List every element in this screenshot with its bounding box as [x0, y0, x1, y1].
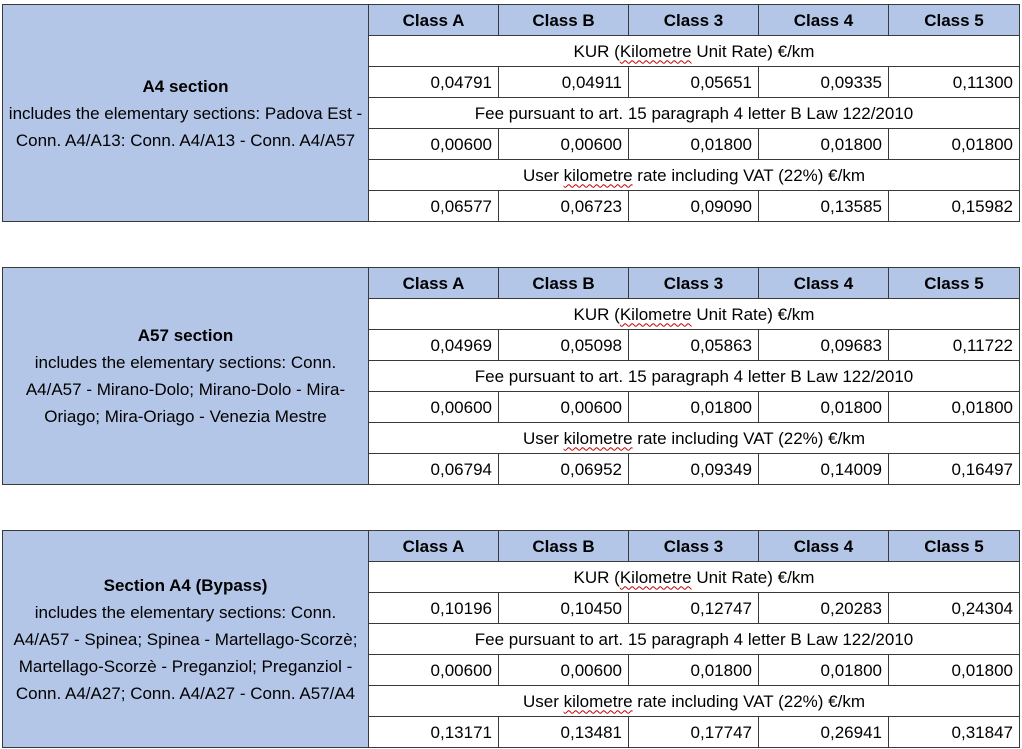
- header-row: [3, 5, 1020, 36]
- value-cell: 0,15982: [889, 191, 1020, 222]
- header-cell: Class 5: [889, 5, 1020, 36]
- value-cell: 0,01800: [629, 392, 759, 423]
- header-cell: Class A: [369, 531, 499, 562]
- value-cell: 0,00600: [499, 129, 629, 160]
- header-row: [3, 531, 1020, 562]
- value-cell: 0,01800: [759, 392, 889, 423]
- value-cell: 0,01800: [759, 129, 889, 160]
- value-cell: 0,01800: [889, 655, 1020, 686]
- section-description: includes the elementary sections: Padova Est - Conn. A4/A13: Conn. A4/A13 - Conn. A4/A57: [8, 103, 363, 150]
- header-cell: Class 4: [759, 268, 889, 299]
- value-cell: 0,09090: [629, 191, 759, 222]
- header-cell: Class B: [499, 268, 629, 299]
- value-cell: 0,01800: [889, 129, 1020, 160]
- header-cell: Class A: [369, 5, 499, 36]
- value-cell: 0,05863: [629, 330, 759, 361]
- kur-label: KUR (Kilometre Unit Rate) €/km: [369, 36, 1020, 67]
- header-row: [3, 268, 1020, 299]
- section-table-a57: [2, 267, 1020, 485]
- value-cell: 0,12747: [629, 593, 759, 624]
- section-table-a4: [2, 4, 1020, 222]
- value-cell: 0,13171: [369, 717, 499, 748]
- section-table-a4-bypass: [2, 530, 1020, 748]
- value-cell: 0,11300: [889, 67, 1020, 98]
- header-cell: Class 3: [629, 531, 759, 562]
- header-cell: Class 3: [629, 268, 759, 299]
- section-title: A4 section: [142, 76, 229, 96]
- value-cell: 0,10196: [369, 593, 499, 624]
- value-cell: 0,06723: [499, 191, 629, 222]
- header-cell: Class 3: [629, 5, 759, 36]
- header-cell: Class 4: [759, 531, 889, 562]
- value-cell: 0,00600: [369, 392, 499, 423]
- user-rate-label: User kilometre rate including VAT (22%) €/km: [369, 423, 1020, 454]
- value-cell: 0,26941: [759, 717, 889, 748]
- value-cell: 0,14009: [759, 454, 889, 485]
- value-cell: 0,24304: [889, 593, 1020, 624]
- header-cell: Class 5: [889, 531, 1020, 562]
- header-cell: Class 5: [889, 268, 1020, 299]
- user-rate-label: User kilometre rate including VAT (22%) €/km: [369, 686, 1020, 717]
- value-cell: 0,09683: [759, 330, 889, 361]
- value-cell: 0,05098: [499, 330, 629, 361]
- fee-label: Fee pursuant to art. 15 paragraph 4 letter B Law 122/2010: [369, 361, 1020, 392]
- user-rate-label: User kilometre rate including VAT (22%) €/km: [369, 160, 1020, 191]
- value-cell: 0,17747: [629, 717, 759, 748]
- header-cell: Class B: [499, 5, 629, 36]
- header-cell: Class 4: [759, 5, 889, 36]
- value-cell: 0,13585: [759, 191, 889, 222]
- section-label: [3, 531, 369, 748]
- value-cell: 0,01800: [889, 392, 1020, 423]
- value-cell: 0,16497: [889, 454, 1020, 485]
- value-cell: 0,09349: [629, 454, 759, 485]
- kur-label: KUR (Kilometre Unit Rate) €/km: [369, 562, 1020, 593]
- fee-label: Fee pursuant to art. 15 paragraph 4 letter B Law 122/2010: [369, 624, 1020, 655]
- value-cell: 0,09335: [759, 67, 889, 98]
- value-cell: 0,01800: [629, 129, 759, 160]
- value-cell: 0,04969: [369, 330, 499, 361]
- section-description: includes the elementary sections: Conn. A4/A57 - Mirano-Dolo; Mirano-Dolo - Mira-Oriago; Mira-Oriago - Venezia Mestre: [25, 353, 346, 426]
- value-cell: 0,05651: [629, 67, 759, 98]
- section-label: [3, 268, 369, 485]
- value-cell: 0,00600: [369, 129, 499, 160]
- value-cell: 0,01800: [759, 655, 889, 686]
- value-cell: 0,06794: [369, 454, 499, 485]
- header-cell: Class B: [499, 531, 629, 562]
- value-cell: 0,00600: [499, 392, 629, 423]
- section-description: includes the elementary sections: Conn. A4/A57 - Spinea; Spinea - Martellago-Scorzè; Martellago-Scorzè - Preganziol; Preganziol - Conn. A4/A27; Conn. A4/A27 - Conn. A57/A4: [13, 602, 358, 703]
- section-label: [3, 5, 369, 222]
- section-title: Section A4 (Bypass): [103, 575, 268, 595]
- fee-label: Fee pursuant to art. 15 paragraph 4 letter B Law 122/2010: [369, 98, 1020, 129]
- value-cell: 0,06952: [499, 454, 629, 485]
- value-cell: 0,11722: [889, 330, 1020, 361]
- value-cell: 0,10450: [499, 593, 629, 624]
- value-cell: 0,31847: [889, 717, 1020, 748]
- value-cell: 0,20283: [759, 593, 889, 624]
- section-title: A57 section: [137, 326, 234, 345]
- kur-label: KUR (Kilometre Unit Rate) €/km: [369, 299, 1020, 330]
- value-cell: 0,00600: [499, 655, 629, 686]
- value-cell: 0,13481: [499, 717, 629, 748]
- value-cell: 0,04911: [499, 67, 629, 98]
- value-cell: 0,04791: [369, 67, 499, 98]
- value-cell: 0,06577: [369, 191, 499, 222]
- header-cell: Class A: [369, 268, 499, 299]
- value-cell: 0,01800: [629, 655, 759, 686]
- value-cell: 0,00600: [369, 655, 499, 686]
